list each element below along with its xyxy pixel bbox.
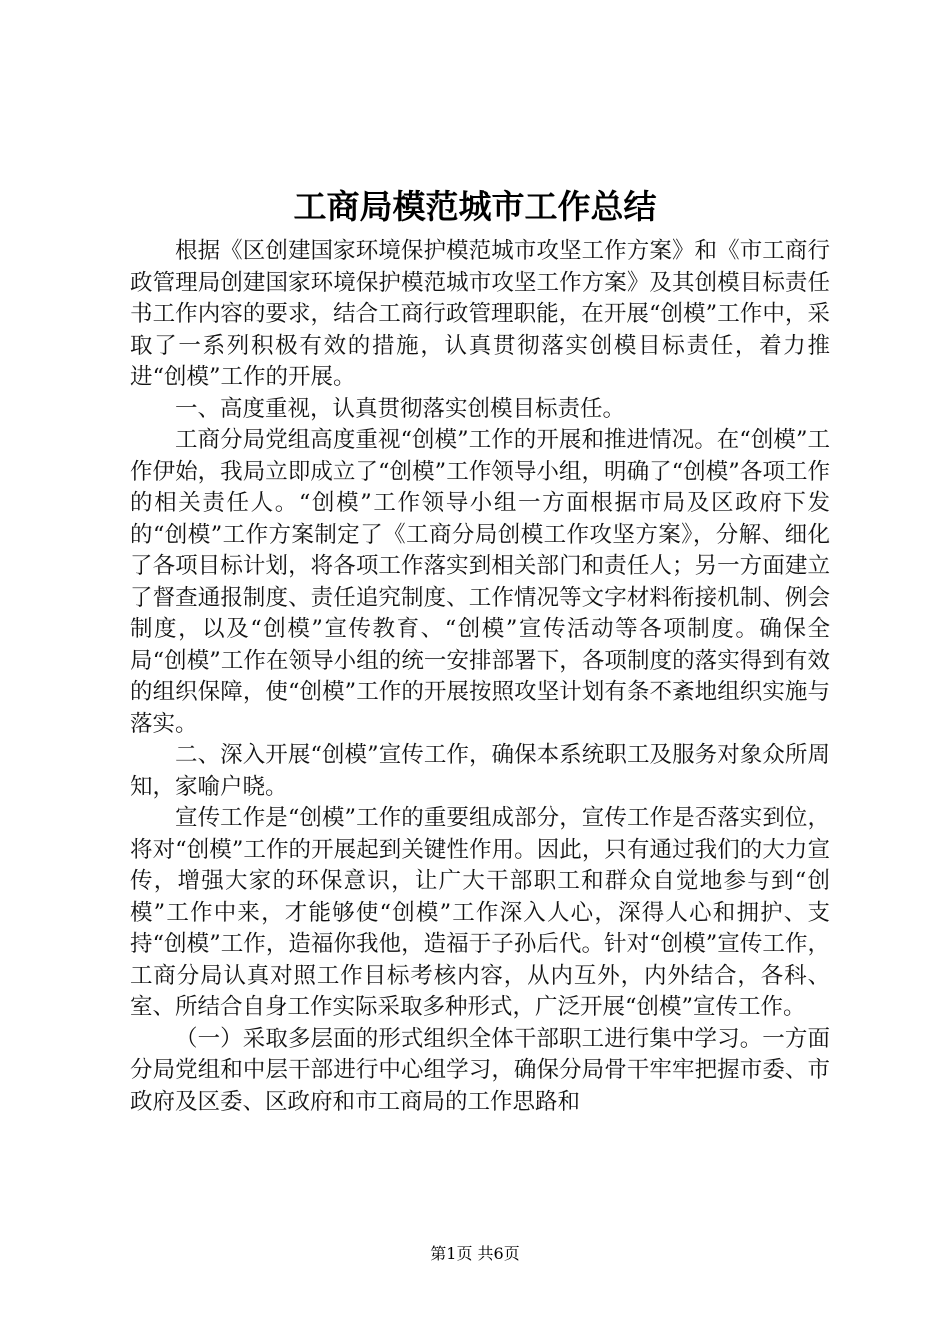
section-heading-1: 一、高度重视，认真贯彻落实创模目标责任。 <box>175 395 626 422</box>
paragraph-section-2: 宣传工作是“创模”工作的重要组成部分，宣传工作是否落实到位，将对“创模”工作的开展起到关键性作用。因此，只有通过我们的大力宣传，增强大家的环保意识，让广大干部职工和群众自觉地参与到“创模”工作中来，才能够使“创模”工作深入人心，深得人心和拥护、支持“创模”工作，造福你我他，造福于子孙后代。针对“创模”宣传工作，工商分局认真对照工作目标考核内容，从内互外，内外结合，各科、室、所结合自身工作实际采取多种形式，广泛开展“创模”宣传工作。 <box>130 805 830 1020</box>
page-footer: 第1页 共6页 <box>430 1244 520 1263</box>
document-title: 工商局模范城市工作总结 <box>293 187 657 226</box>
section-heading-2: 二、深入开展“创模”宣传工作，确保本系统职工及服务对象众所周知，家喻户晓。 <box>130 742 830 800</box>
paragraph-section-1: 工商分局党组高度重视“创模”工作的开展和推进情况。在“创模”工作伊始，我局立即成立了“创模”工作领导小组，明确了“创模”各项工作的相关责任人。“创模”工作领导小组一方面根据市局及区政府下发的“创模”工作方案制定了《工商分局创模工作攻坚方案》，分解、细化了各项目标计划，将各项工作落实到相关部门和责任人；另一方面建立了督查通报制度、责任追究制度、工作情况等文字材料衔接机制、例会制度，以及“创模”宣传教育、“创模”宣传活动等各项制度。确保全局“创模”工作在领导小组的统一安排部署下，各项制度的落实得到有效的组织保障，使“创模”工作的开展按照攻坚计划有条不紊地组织实施与落实。 <box>130 427 830 737</box>
paragraph-intro: 根据《区创建国家环境保护模范城市攻坚工作方案》和《市工商行政管理局创建国家环境保护模范城市攻坚工作方案》及其创模目标责任书工作内容的要求，结合工商行政管理职能，在开展“创模”工作中，采取了一系列积极有效的措施，认真贯彻落实创模目标责任，着力推进“创模”工作的开展。 <box>130 238 830 390</box>
paragraph-subsection-1: （一）采取多层面的形式组织全体干部职工进行集中学习。一方面分局党组和中层干部进行中心组学习，确保分局骨干牢牢把握市委、市政府及区委、区政府和市工商局的工作思路和 <box>130 1025 830 1115</box>
document-body <box>130 236 830 1118</box>
